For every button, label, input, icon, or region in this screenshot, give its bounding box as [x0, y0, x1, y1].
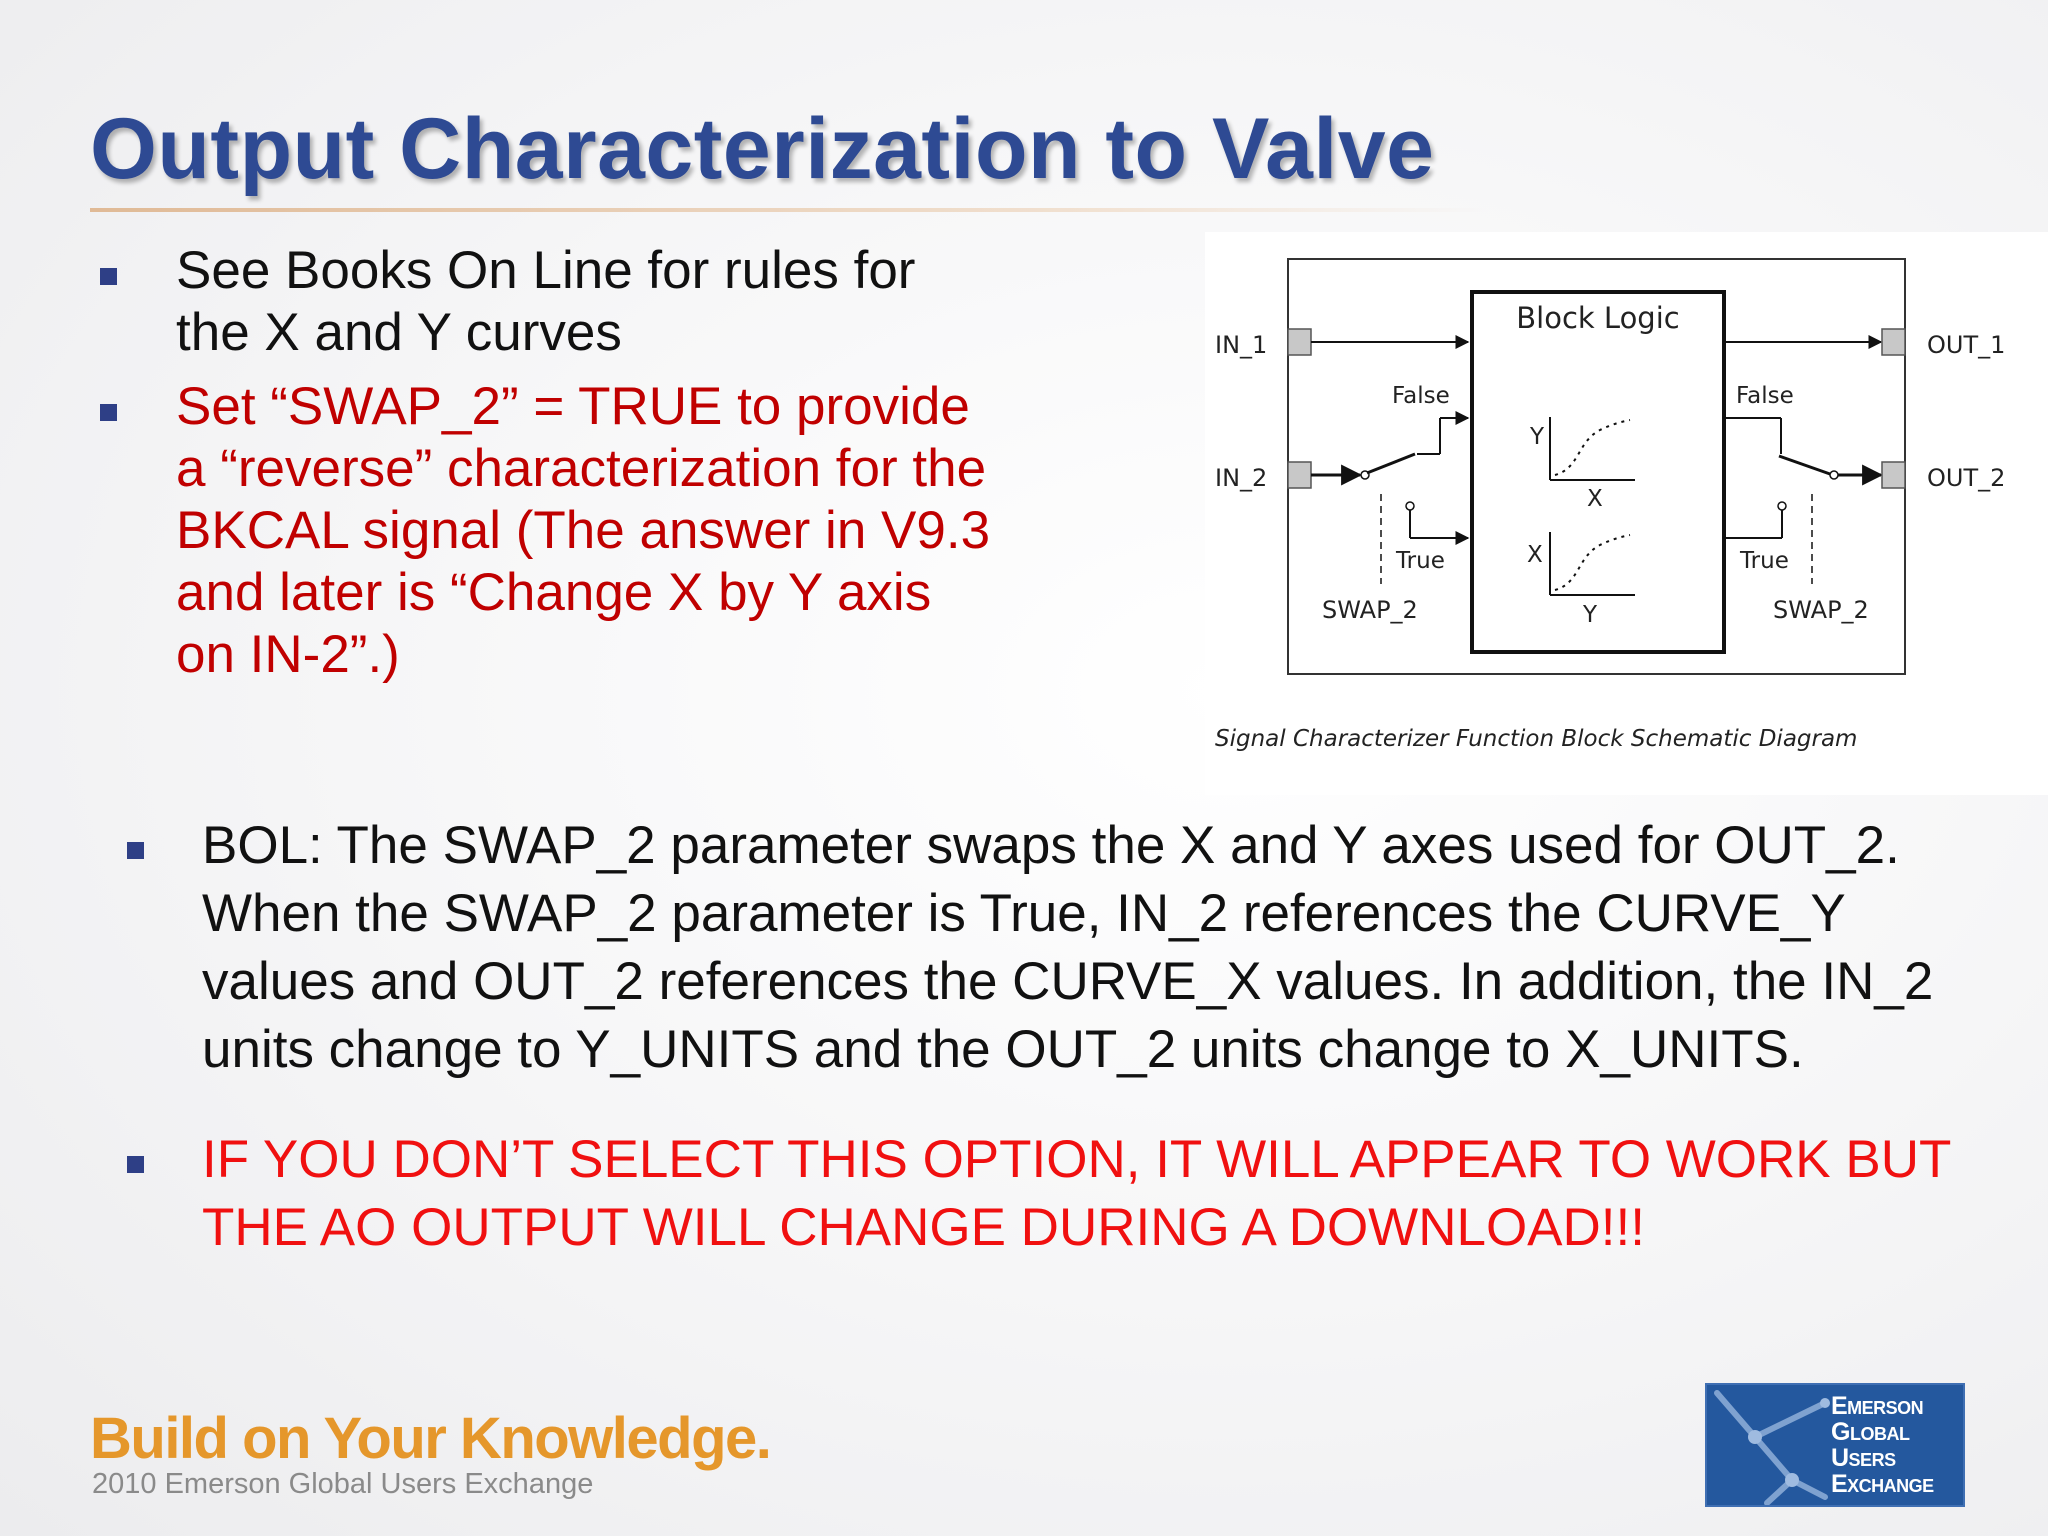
- block-logic-box: [1472, 292, 1724, 652]
- slide-title: Output Characterization to Valve: [90, 101, 1435, 197]
- figure-caption: Signal Characterizer Function Block Schematic Diagram: [1215, 726, 1858, 752]
- in2-label: IN_2: [1215, 464, 1268, 492]
- true-right-label: True: [1740, 548, 1789, 574]
- bullet-text-swap2-note: Set “SWAP_2” = TRUE to provide a “reverse” characterization for the BKCAL signal (The answer in V9.3 and later is “Change X by Y axis on IN-2”.): [176, 377, 991, 684]
- schematic-diagram: [1205, 232, 2048, 712]
- bullet-text-bol: BOL: The SWAP_2 parameter swaps the X and Y axes used for OUT_2. When the SWAP_2 parameter is True, IN_2 references the CURVE_Y values and OUT_2 references the CURVE_X values. In addition, the IN_2 units change to Y_UNITS and the OUT_2 units change to X_UNITS.: [202, 816, 1934, 1079]
- in2-terminal: [1288, 462, 1311, 488]
- out2-terminal: [1882, 462, 1905, 488]
- swap2-left-label: SWAP_2: [1322, 596, 1418, 624]
- curve2-y-label: X: [1527, 542, 1543, 568]
- curve1-x-label: X: [1587, 486, 1603, 512]
- curve1-y-label: Y: [1530, 424, 1545, 450]
- in1-label: IN_1: [1215, 331, 1268, 359]
- schematic-figure: [1205, 232, 2048, 795]
- out1-terminal: [1882, 329, 1905, 355]
- bullet-item: [127, 812, 2007, 1084]
- bottom-bullet-list: [127, 812, 2007, 1262]
- bullet-item: [127, 1126, 2007, 1262]
- block-logic-title: Block Logic: [1516, 301, 1680, 335]
- out2-label: OUT_2: [1927, 464, 2006, 492]
- emerson-exchange-logo: [1705, 1383, 1965, 1507]
- bullet-text-warning: IF YOU DON’T SELECT THIS OPTION, IT WILL APPEAR TO WORK BUT THE AO OUTPUT WILL CHANGE DURING A DOWNLOAD!!!: [202, 1130, 1951, 1257]
- footer-event-name: 2010 Emerson Global Users Exchange: [92, 1468, 594, 1500]
- curve2-x-label: Y: [1583, 602, 1598, 628]
- in1-terminal: [1288, 329, 1311, 355]
- logo-text-line: Exchange: [1831, 1470, 1934, 1498]
- right-switch-pivot: [1830, 471, 1838, 479]
- bullet-marker: [100, 268, 117, 285]
- title-underline: [90, 208, 1490, 212]
- right-switch-blade: [1779, 456, 1830, 474]
- out1-label: OUT_1: [1927, 331, 2006, 359]
- bullet-item: [100, 240, 1000, 364]
- logo-text-line: Global: [1831, 1418, 1910, 1446]
- bullet-marker: [100, 404, 117, 421]
- logo-text-line: Emerson: [1831, 1392, 1924, 1420]
- logo-text-line: Users: [1831, 1444, 1896, 1472]
- bullet-text: See Books On Line for rules for the X and Y curves: [176, 241, 916, 362]
- top-bullet-list: [100, 240, 1000, 686]
- footer-slogan: Build on Your Knowledge.: [90, 1406, 771, 1471]
- bullet-item: [100, 376, 1000, 686]
- left-switch-blade: [1367, 454, 1415, 473]
- bullet-marker: [127, 1156, 144, 1173]
- false-left-label: False: [1392, 383, 1450, 409]
- swap2-right-label: SWAP_2: [1773, 596, 1869, 624]
- false-right-label: False: [1736, 383, 1794, 409]
- bullet-marker: [127, 842, 144, 859]
- true-left-label: True: [1396, 548, 1445, 574]
